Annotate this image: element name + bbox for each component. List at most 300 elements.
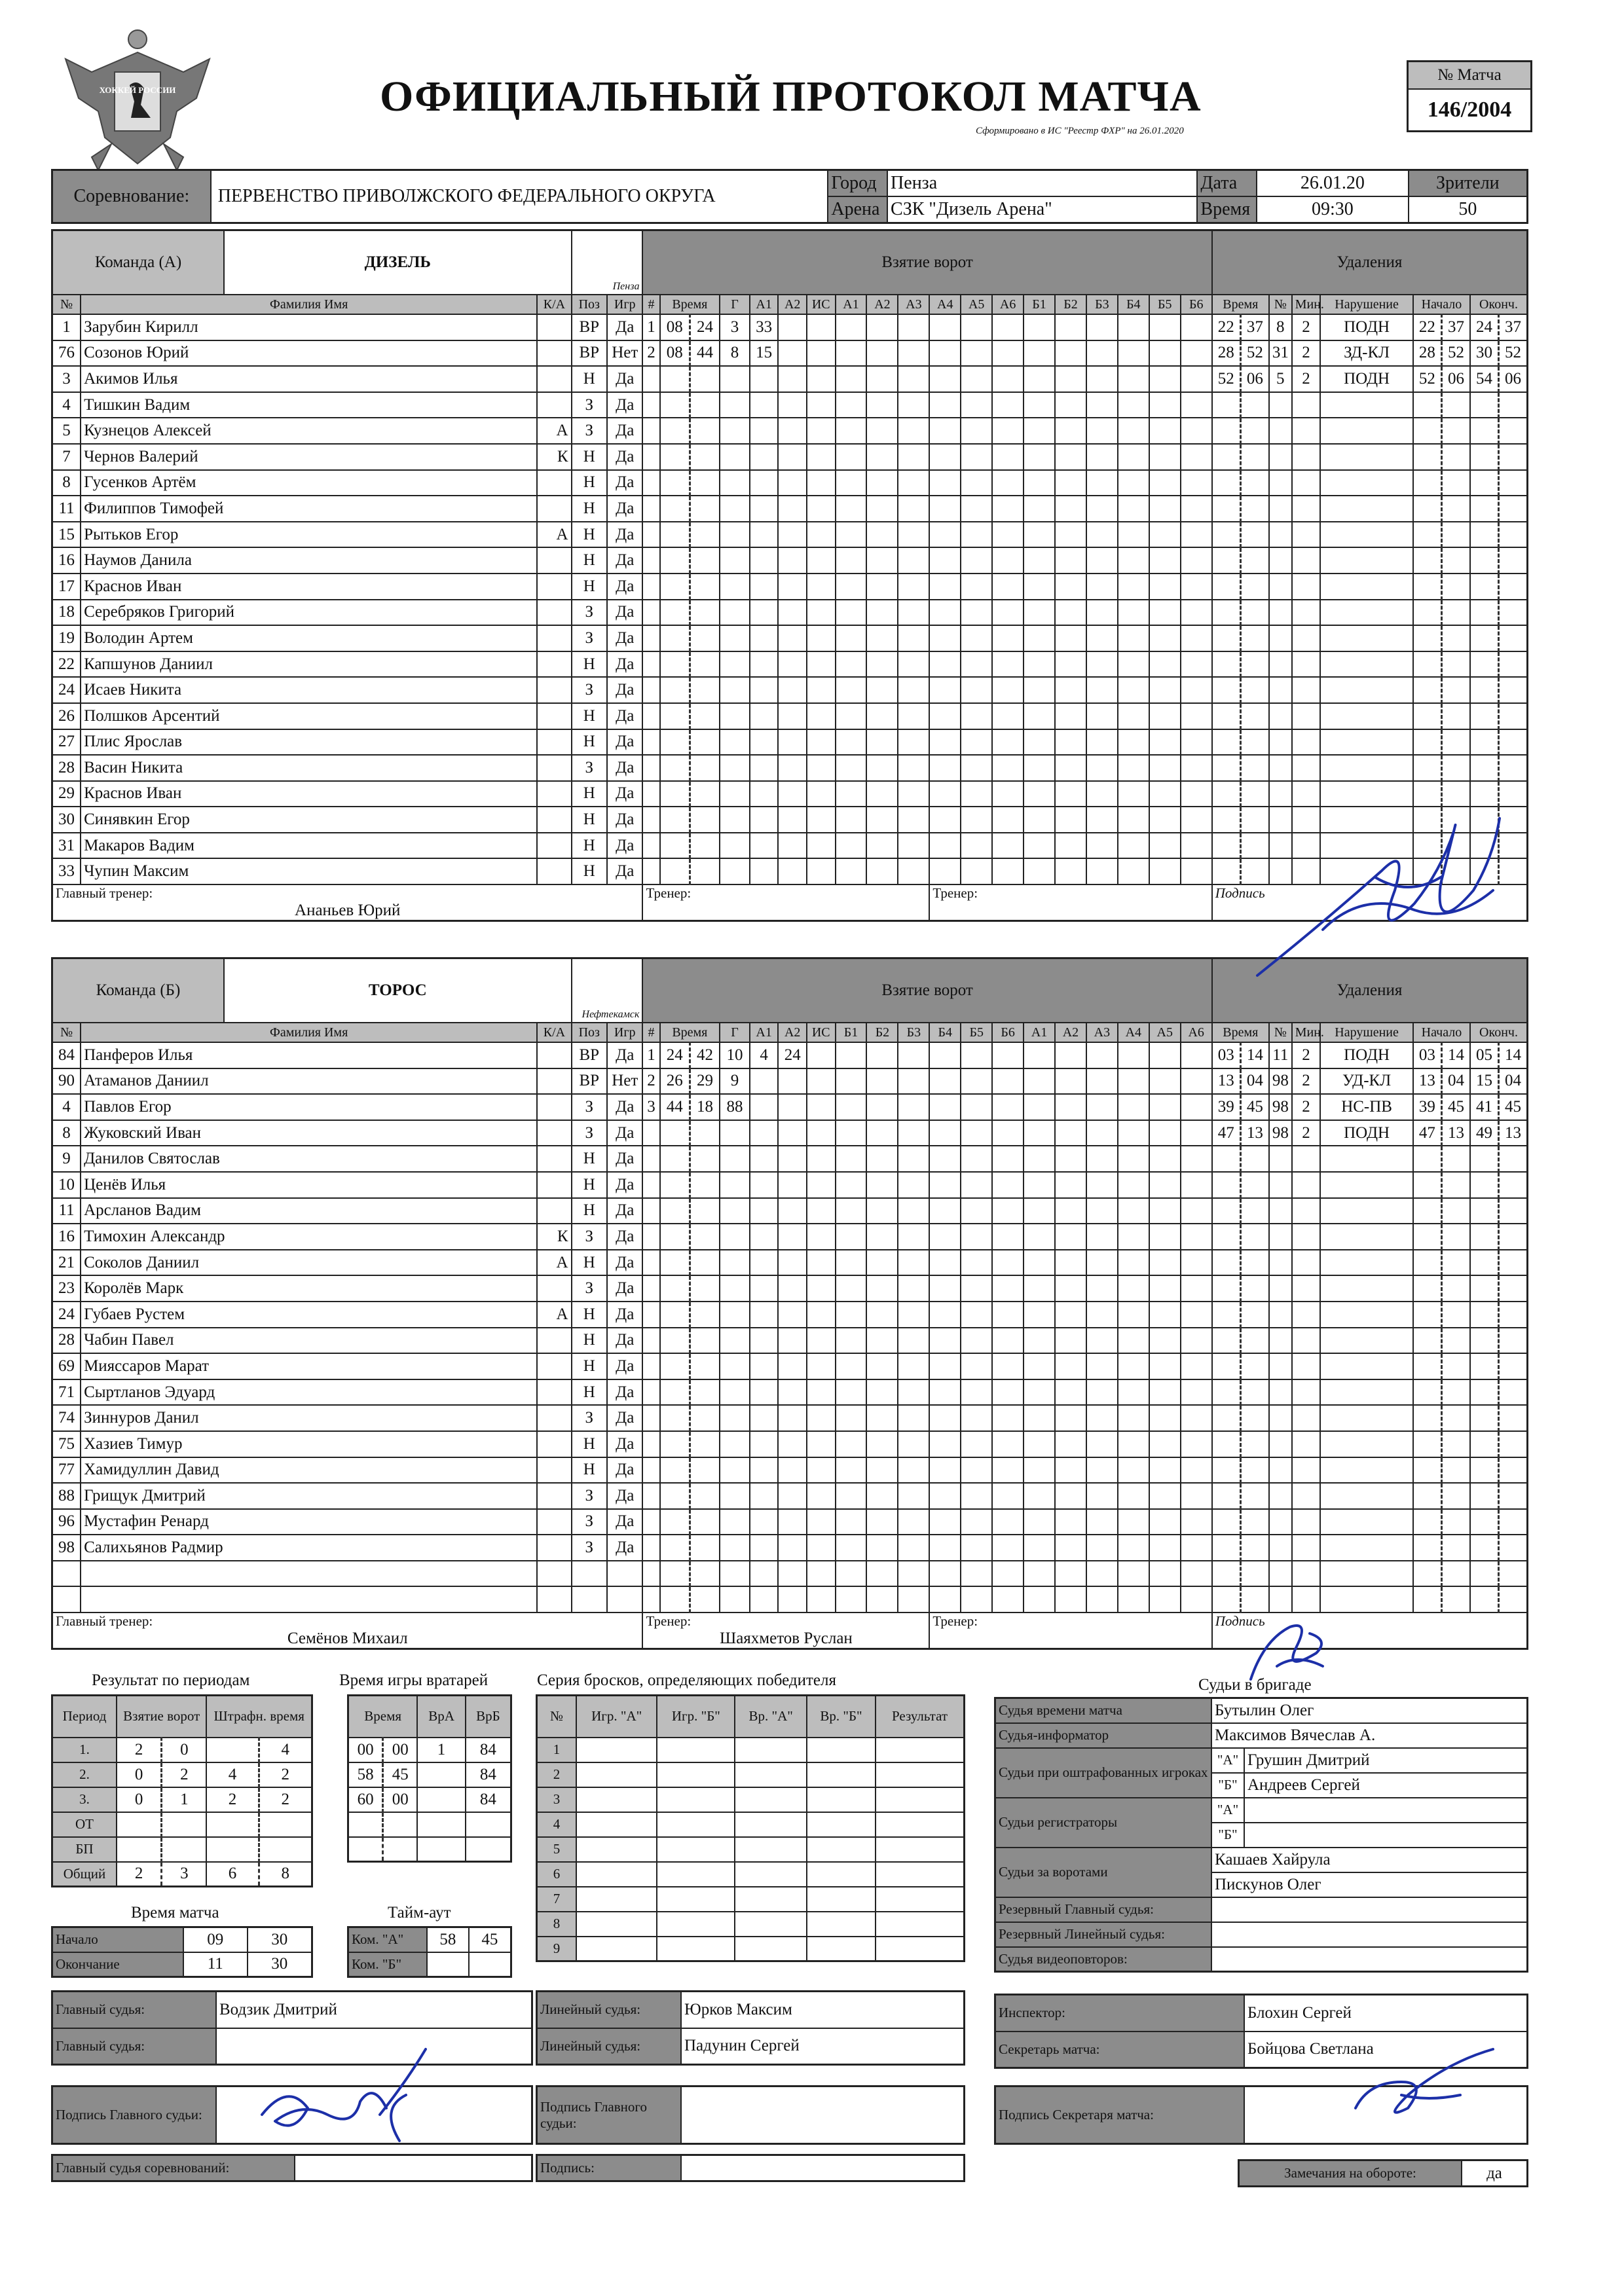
penalty-cell [1499, 1224, 1528, 1250]
player-played: Да [607, 496, 642, 522]
goal-cell [720, 1120, 750, 1146]
goal-cell [642, 1483, 659, 1509]
date-value: 26.01.20 [1257, 170, 1409, 197]
on-ice-cell [866, 781, 898, 807]
on-ice-cell [866, 807, 898, 833]
penalty-cell [1240, 1509, 1269, 1535]
on-ice-cell [836, 1586, 867, 1613]
on-ice-cell [1118, 1275, 1149, 1302]
on-ice-cell [1149, 1328, 1181, 1354]
eagle-emblem-icon [52, 26, 223, 177]
penalty-cell [1240, 1405, 1269, 1431]
goal-cell [807, 1146, 836, 1172]
secretary-signature [1342, 2036, 1513, 2128]
on-ice-cell [1181, 729, 1212, 756]
goal-cell [660, 547, 690, 574]
on-ice-cell [961, 1224, 992, 1250]
shootout-row [537, 1887, 965, 1912]
player-position: ВР [572, 1068, 607, 1095]
on-ice-cell [929, 781, 961, 807]
on-ice-cell [898, 729, 929, 756]
player-role [537, 1198, 571, 1224]
goal-cell [690, 444, 720, 470]
on-ice-cell [992, 1302, 1024, 1328]
goal-cell [750, 1275, 779, 1302]
on-ice-cell [1149, 1431, 1181, 1457]
penalty-cell [1441, 1146, 1470, 1172]
period-value [162, 1837, 207, 1862]
shootout-cell [657, 1812, 735, 1837]
penalty-cell [1212, 625, 1241, 651]
on-ice-cell [1149, 1094, 1181, 1120]
penalty-cell [1240, 1224, 1269, 1250]
timeout-b-sec [469, 1952, 511, 1977]
goal-cell [642, 496, 659, 522]
penalty-cell [1441, 651, 1470, 678]
penalty-cell [1212, 470, 1241, 496]
on-ice-cell [1086, 574, 1118, 600]
column-header: А6 [1181, 1023, 1212, 1042]
penalty-cell [1292, 755, 1321, 781]
player-position: Н [572, 522, 607, 548]
on-ice-cell [1149, 703, 1181, 729]
goal-cell [750, 574, 779, 600]
player-name: Серебряков Григорий [81, 600, 537, 626]
penalty-cell [1470, 1405, 1499, 1431]
period-value [206, 1812, 259, 1837]
on-ice-cell [898, 1379, 929, 1406]
goal-cell [720, 703, 750, 729]
on-ice-cell [1024, 703, 1055, 729]
goal-cell [642, 418, 659, 444]
on-ice-cell [929, 522, 961, 548]
on-ice-cell [1024, 392, 1055, 418]
on-ice-cell [1024, 600, 1055, 626]
penalty-cell [1470, 496, 1499, 522]
on-ice-cell [898, 833, 929, 859]
player-row [52, 392, 1528, 418]
penalty-cell [1441, 522, 1470, 548]
on-ice-cell [1086, 1379, 1118, 1406]
penalty-cell [1441, 1250, 1470, 1276]
penalty-cell [1499, 1561, 1528, 1587]
on-ice-cell [898, 314, 929, 340]
on-ice-cell [992, 677, 1024, 703]
goal-cell [690, 1224, 720, 1250]
penalty-cell [1292, 1198, 1321, 1224]
penalty-cell [1269, 729, 1292, 756]
player-row [52, 625, 1528, 651]
goal-cell [690, 470, 720, 496]
arena-label: Арена [828, 196, 887, 223]
on-ice-cell [1024, 755, 1055, 781]
player-name: Губаев Рустем [81, 1302, 537, 1328]
goal-cell [807, 1198, 836, 1224]
on-ice-cell [1181, 1146, 1212, 1172]
penalty-cell [1240, 1146, 1269, 1172]
player-name: Володин Артем [81, 625, 537, 651]
on-ice-cell [1055, 1328, 1086, 1354]
penalty-cell [1441, 496, 1470, 522]
goalie-value [417, 1812, 466, 1837]
player-number: 90 [52, 1068, 81, 1095]
goal-cell [660, 600, 690, 626]
goal-cell [750, 1328, 779, 1354]
player-position: З [572, 418, 607, 444]
player-position: З [572, 755, 607, 781]
on-ice-cell [992, 600, 1024, 626]
player-row [52, 418, 1528, 444]
player-row [52, 547, 1528, 574]
penalty-cell [1269, 1224, 1292, 1250]
period-value: 2 [117, 1738, 162, 1762]
on-ice-cell [1118, 755, 1149, 781]
goal-cell [750, 703, 779, 729]
shootout-number: 9 [537, 1937, 577, 1961]
on-ice-cell [1086, 522, 1118, 548]
penalty-cell [1320, 522, 1413, 548]
player-played [607, 1561, 642, 1587]
player-number: 9 [52, 1146, 81, 1172]
player-row [52, 522, 1528, 548]
on-ice-cell [961, 1198, 992, 1224]
on-ice-cell [1149, 1068, 1181, 1095]
signature-main2-table [536, 2085, 965, 2145]
penalty-cell [1413, 1457, 1442, 1484]
on-ice-cell [1024, 1457, 1055, 1484]
coach-1-name: Шаяхметов Руслан [719, 1630, 853, 1648]
goal-cell [807, 703, 836, 729]
goal-cell [720, 1561, 750, 1587]
player-role [537, 547, 571, 574]
on-ice-cell [1149, 729, 1181, 756]
on-ice-cell [1086, 1146, 1118, 1172]
column-header: Г [720, 1023, 750, 1042]
player-role [537, 1561, 571, 1587]
player-name: Акимов Илья [81, 366, 537, 392]
goal-cell [660, 1483, 690, 1509]
goal-cell [690, 625, 720, 651]
penalty-cell: 14 [1441, 1042, 1470, 1068]
on-ice-cell [866, 1120, 898, 1146]
penalty-cell [1499, 1353, 1528, 1379]
goal-cell [690, 807, 720, 833]
on-ice-cell [898, 418, 929, 444]
goal-cell [660, 781, 690, 807]
on-ice-cell [866, 392, 898, 418]
penalty-cell [1499, 392, 1528, 418]
penalty-cell [1441, 1431, 1470, 1457]
informer-value: Максимов Вячеслав А. [1211, 1723, 1528, 1748]
player-name: Чернов Валерий [81, 444, 537, 470]
period-value: 2 [162, 1762, 207, 1787]
on-ice-cell [866, 1353, 898, 1379]
on-ice-cell [898, 1535, 929, 1561]
goal-cell [660, 625, 690, 651]
goal-cell [750, 1457, 779, 1484]
goal-cell [807, 729, 836, 756]
goal-cell [660, 392, 690, 418]
on-ice-cell [1024, 1224, 1055, 1250]
on-ice-cell [1118, 496, 1149, 522]
on-ice-cell [1149, 1457, 1181, 1484]
coach-1-cell [642, 884, 929, 921]
on-ice-cell [898, 340, 929, 367]
goal-cell [807, 418, 836, 444]
penalty-cell: 49 [1470, 1120, 1499, 1146]
player-row [52, 1379, 1528, 1406]
shootout-table [536, 1694, 965, 1962]
on-ice-cell [898, 1483, 929, 1509]
penalty-cell [1269, 1353, 1292, 1379]
shootout-row [537, 1738, 965, 1762]
column-header: ИС [807, 295, 836, 314]
goal-cell [642, 366, 659, 392]
on-ice-cell [1055, 1094, 1086, 1120]
penalty-cell [1320, 1275, 1413, 1302]
penalty-cell [1470, 1483, 1499, 1509]
on-ice-cell [866, 1431, 898, 1457]
on-ice-cell [1181, 625, 1212, 651]
penalty-cell [1441, 677, 1470, 703]
penalty-cell [1320, 677, 1413, 703]
penalty-cell [1470, 470, 1499, 496]
goal-cell [778, 755, 807, 781]
goal-cell [690, 833, 720, 859]
linesman-1-label: Линейный судья: [537, 1992, 682, 2028]
penalty-cell [1441, 444, 1470, 470]
player-position [572, 1586, 607, 1613]
penalty-cell [1212, 547, 1241, 574]
on-ice-cell [1149, 1042, 1181, 1068]
goal-cell [642, 1561, 659, 1587]
penalty-cell [1499, 677, 1528, 703]
column-header: А2 [866, 295, 898, 314]
goal-cell [642, 1535, 659, 1561]
player-role [537, 729, 571, 756]
player-name: Арсланов Вадим [81, 1198, 537, 1224]
column-header: Нарушение [1320, 1023, 1413, 1042]
shootout-cell [876, 1837, 964, 1862]
on-ice-cell [929, 1302, 961, 1328]
penalty-cell [1320, 1405, 1413, 1431]
on-ice-cell [992, 781, 1024, 807]
player-name: Тишкин Вадим [81, 392, 537, 418]
column-header: Время [1212, 295, 1269, 314]
penalty-cell [1413, 574, 1442, 600]
timekeeper-label: Судья времени матча [995, 1698, 1212, 1723]
penalty-cell [1269, 1431, 1292, 1457]
player-position: Н [572, 496, 607, 522]
goal-cell [642, 1328, 659, 1354]
shootout-cell [807, 1937, 876, 1961]
penalty-cell [1269, 1405, 1292, 1431]
on-ice-cell [961, 625, 992, 651]
on-ice-cell [1055, 366, 1086, 392]
goal-cell [807, 496, 836, 522]
goal-cell [750, 1405, 779, 1431]
goal-cell [720, 496, 750, 522]
player-role [537, 496, 571, 522]
on-ice-cell [1181, 1328, 1212, 1354]
goal-cell [642, 625, 659, 651]
goal-cell [690, 1586, 720, 1613]
goal-cell: 29 [690, 1068, 720, 1095]
on-ice-cell [1086, 1224, 1118, 1250]
on-ice-cell [1149, 1379, 1181, 1406]
player-role [537, 1172, 571, 1198]
goal-cell [720, 1457, 750, 1484]
goal-cell [778, 1198, 807, 1224]
penalty-cell [1269, 625, 1292, 651]
on-ice-cell [1024, 1561, 1055, 1587]
on-ice-cell [836, 1457, 867, 1484]
shootout-number: 3 [537, 1787, 577, 1812]
penalty-cell [1413, 755, 1442, 781]
player-name: Наумов Данила [81, 547, 537, 574]
sig-main-referee-label: Подпись Главного судьи: [52, 2086, 217, 2144]
shootout-cell [735, 1738, 807, 1762]
penalty-cell [1320, 1172, 1413, 1198]
penalty-cell [1292, 1250, 1321, 1276]
penalty-cell [1413, 1146, 1442, 1172]
on-ice-cell [929, 1379, 961, 1406]
on-ice-cell [1149, 858, 1181, 884]
penalty-cell [1499, 1431, 1528, 1457]
on-ice-cell [1086, 314, 1118, 340]
on-ice-cell [929, 833, 961, 859]
player-played: Да [607, 1457, 642, 1484]
head-coach-label: Главный тренер: [56, 885, 153, 902]
on-ice-cell [866, 1146, 898, 1172]
on-ice-cell [866, 651, 898, 678]
on-ice-cell [1086, 418, 1118, 444]
on-ice-cell [1118, 1483, 1149, 1509]
remarks-value: да [1462, 2160, 1528, 2187]
goal-cell [778, 651, 807, 678]
on-ice-cell [866, 1275, 898, 1302]
on-ice-cell [1118, 1120, 1149, 1146]
goal-cell [807, 522, 836, 548]
on-ice-cell [961, 314, 992, 340]
on-ice-cell [1181, 1353, 1212, 1379]
penalty-cell [1240, 547, 1269, 574]
on-ice-cell [929, 1224, 961, 1250]
penalty-cell [1413, 703, 1442, 729]
player-name: Королёв Марк [81, 1275, 537, 1302]
goal-cell [750, 418, 779, 444]
goalie-value [383, 1812, 418, 1837]
penalty-cell [1240, 522, 1269, 548]
on-ice-cell [898, 1250, 929, 1276]
penalty-cell [1413, 1250, 1442, 1276]
on-ice-cell [1181, 1224, 1212, 1250]
shootout-row [537, 1912, 965, 1937]
on-ice-cell [929, 547, 961, 574]
player-number: 8 [52, 470, 81, 496]
penalty-cell: 06 [1441, 366, 1470, 392]
penalty-cell [1320, 1561, 1413, 1587]
goal-cell [642, 522, 659, 548]
on-ice-cell [929, 1328, 961, 1354]
column-header: А1 [1024, 1023, 1055, 1042]
player-role [537, 651, 571, 678]
penalty-cell [1320, 729, 1413, 756]
goal-cell [778, 366, 807, 392]
on-ice-cell [836, 340, 867, 367]
goal-cell [642, 470, 659, 496]
player-position: Н [572, 651, 607, 678]
video-judge-label: Судья видеоповторов: [995, 1947, 1212, 1972]
on-ice-cell [929, 366, 961, 392]
on-ice-cell [929, 574, 961, 600]
penalty-cell [1212, 392, 1241, 418]
player-row [52, 444, 1528, 470]
on-ice-cell [1055, 1250, 1086, 1276]
player-position: ВР [572, 1042, 607, 1068]
on-ice-cell [836, 651, 867, 678]
on-ice-cell [1181, 1250, 1212, 1276]
on-ice-cell [961, 522, 992, 548]
period-pim-header: Штрафн. время [206, 1696, 312, 1738]
penalty-cell [1470, 444, 1499, 470]
goal-cell [720, 1224, 750, 1250]
penalty-cell [1292, 677, 1321, 703]
goal-cell [750, 1379, 779, 1406]
penalty-cell: 28 [1212, 340, 1241, 367]
penalty-cell [1292, 1483, 1321, 1509]
player-number: 11 [52, 496, 81, 522]
penalty-cell [1269, 444, 1292, 470]
player-role [537, 366, 571, 392]
on-ice-cell [836, 625, 867, 651]
goal-cell: 2 [642, 1068, 659, 1095]
penalty-cell: 2 [1292, 1068, 1321, 1095]
goal-cell [690, 1353, 720, 1379]
player-row [52, 1198, 1528, 1224]
player-number: 84 [52, 1042, 81, 1068]
on-ice-cell [992, 651, 1024, 678]
penalty-cell [1320, 1328, 1413, 1354]
on-ice-cell [866, 418, 898, 444]
on-ice-cell [1055, 1483, 1086, 1509]
linesman-1-value: Юрков Максим [681, 1992, 965, 2028]
penalty-cell [1499, 703, 1528, 729]
goal-cell [778, 470, 807, 496]
player-number: 4 [52, 1094, 81, 1120]
goal-cell [778, 1509, 807, 1535]
player-number: 19 [52, 625, 81, 651]
on-ice-cell [1086, 1405, 1118, 1431]
penalty-cell [1292, 1561, 1321, 1587]
goal-cell [778, 1250, 807, 1276]
on-ice-cell [929, 600, 961, 626]
on-ice-cell [836, 1302, 867, 1328]
penalty-cell [1441, 755, 1470, 781]
period-row [52, 1787, 312, 1812]
on-ice-cell [961, 1146, 992, 1172]
goal-cell [750, 366, 779, 392]
on-ice-cell [836, 1146, 867, 1172]
on-ice-cell [866, 522, 898, 548]
on-ice-cell [961, 1250, 992, 1276]
on-ice-cell [836, 1068, 867, 1095]
penalty-cell [1240, 1561, 1269, 1587]
on-ice-cell [866, 755, 898, 781]
on-ice-cell [1024, 1535, 1055, 1561]
player-row [52, 677, 1528, 703]
shootout-cell [576, 1738, 657, 1762]
